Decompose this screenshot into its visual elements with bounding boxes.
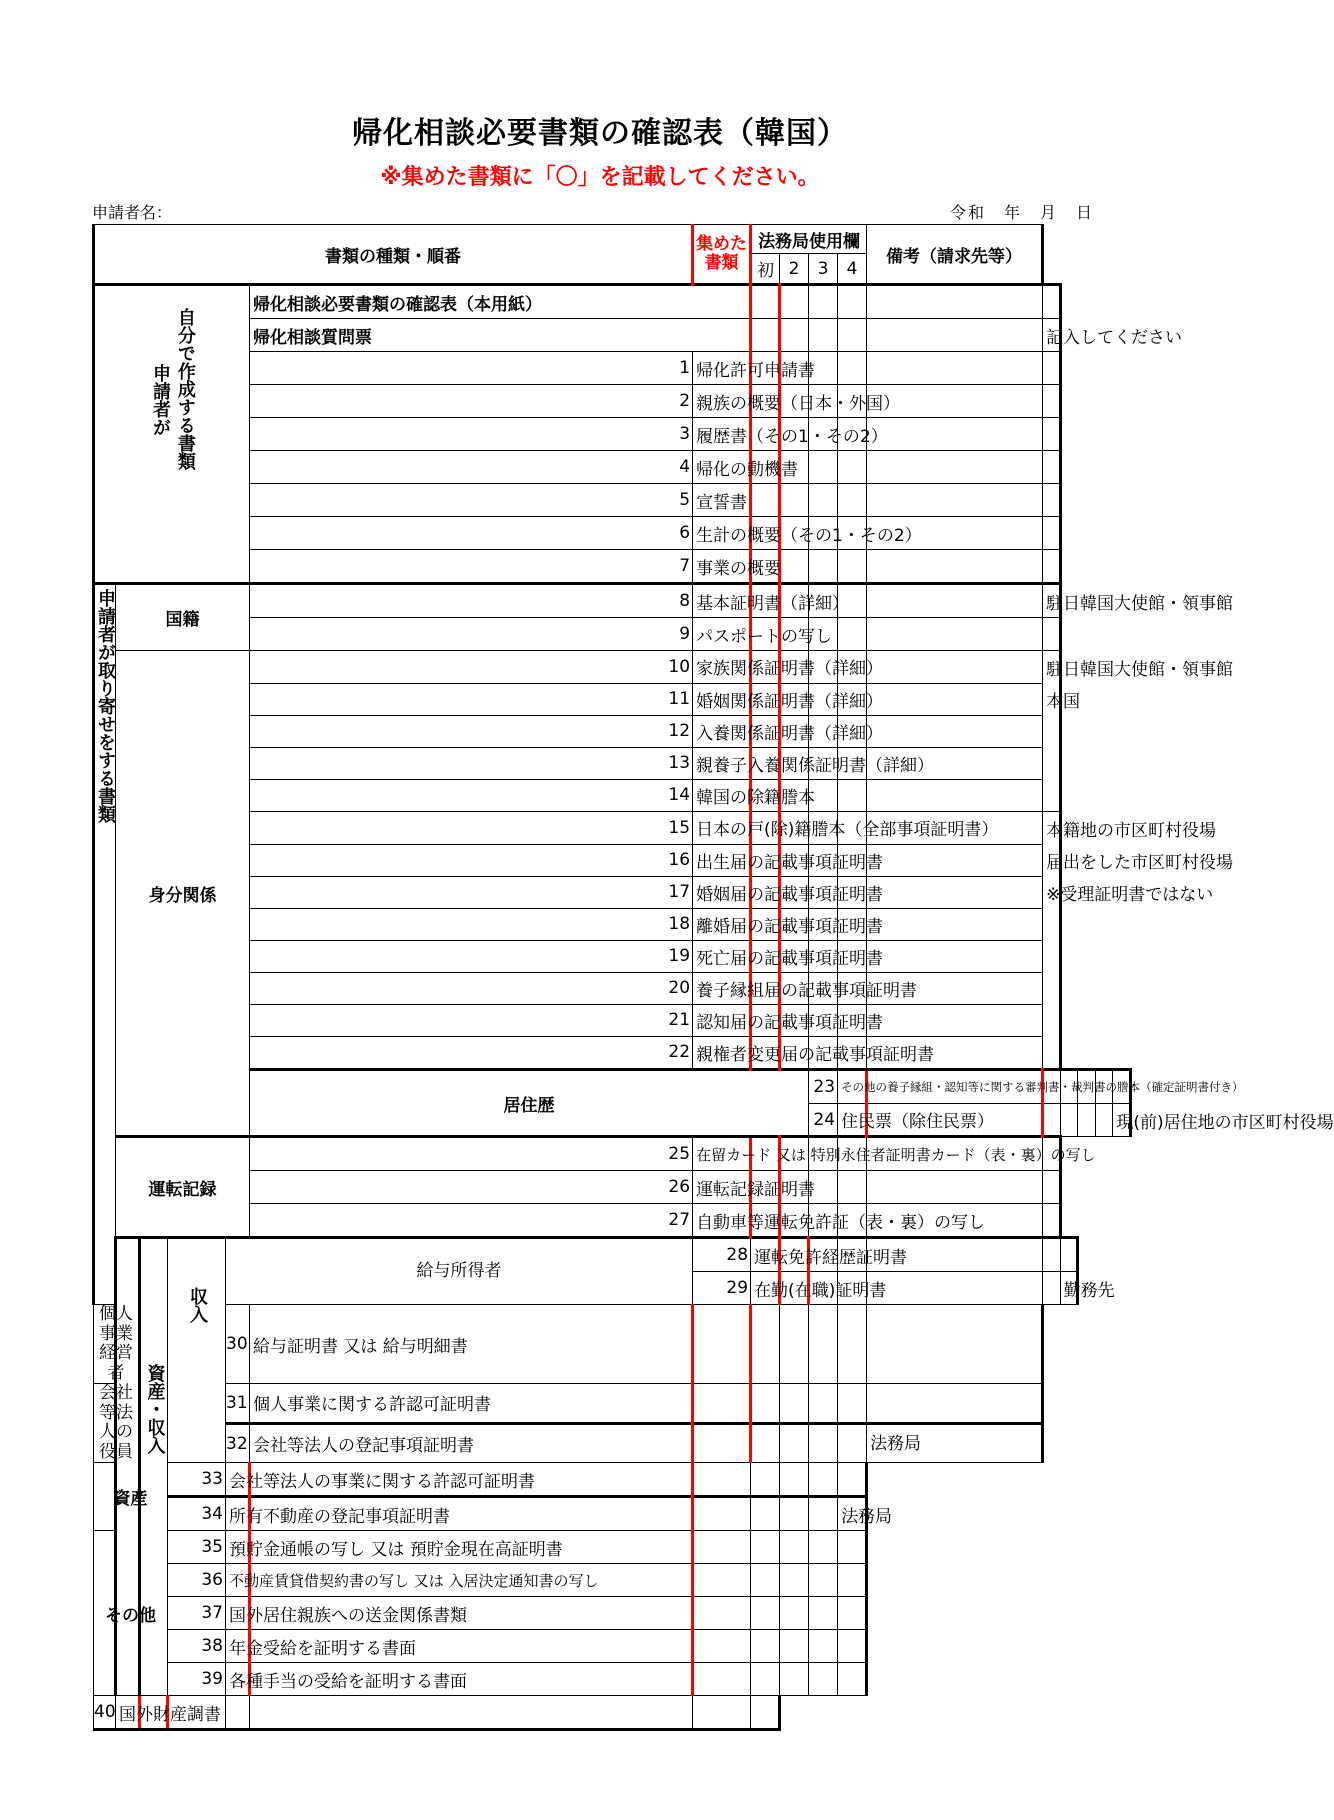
- table-row: [94, 1463, 1131, 1497]
- table-row: [94, 1696, 1131, 1730]
- applicant-name-label: 申請者名：: [92, 203, 173, 222]
- remarks-cell: 駐日韓国大使館・領事館: [1043, 651, 1061, 684]
- item-name: 親養子入養関係証明書（詳細）: [693, 747, 751, 779]
- section-applicant-obtain-text: 申請者が取り寄せをする書類: [94, 589, 116, 823]
- remarks-cell: [1043, 352, 1061, 385]
- subgroup-self-employed: 個人事業経営者: [94, 1305, 140, 1384]
- remarks-cell: [1043, 715, 1061, 747]
- office-check-cell[interactable]: [867, 844, 1043, 876]
- office-check-cell[interactable]: [226, 1696, 250, 1730]
- office-check-cell[interactable]: [838, 550, 867, 584]
- item-number: 36: [168, 1564, 226, 1597]
- office-check-cell[interactable]: [751, 1384, 780, 1424]
- office-check-cell[interactable]: [780, 319, 809, 352]
- remarks-cell: [1043, 618, 1061, 651]
- item-name: 親族の概要（日本・外国）: [693, 385, 751, 418]
- remarks-cell: [838, 1663, 867, 1696]
- office-check-cell[interactable]: [867, 1272, 1043, 1305]
- office-check-cell[interactable]: [1043, 1238, 1061, 1272]
- item-name: 個人事業に関する許認可証明書: [250, 1384, 693, 1424]
- office-check-cell[interactable]: [809, 285, 838, 319]
- item-number: 12: [250, 715, 693, 747]
- item-name: 会社等法人の登記事項証明書: [250, 1423, 693, 1463]
- item-number: 26: [250, 1171, 693, 1204]
- remarks-cell: [867, 1384, 1043, 1424]
- office-check-cell[interactable]: [838, 618, 867, 651]
- remarks-cell: [1043, 1036, 1061, 1070]
- table-row: [94, 1036, 1131, 1070]
- office-check-cell[interactable]: [780, 1531, 809, 1564]
- office-check-cell[interactable]: [809, 1497, 838, 1531]
- remarks-cell: [1043, 940, 1061, 972]
- table-row: [94, 1004, 1131, 1036]
- item-number: 25: [250, 1137, 693, 1171]
- collected-checkbox[interactable]: [751, 285, 780, 319]
- office-check-cell[interactable]: [867, 418, 1043, 451]
- item-name: 事業の概要: [693, 550, 751, 584]
- table-row: [94, 1663, 1131, 1696]
- office-check-cell[interactable]: [809, 1463, 838, 1497]
- office-check-cell[interactable]: [693, 1463, 751, 1497]
- table-row: [94, 876, 1131, 908]
- table-row: [94, 1564, 1131, 1597]
- office-check-cell[interactable]: [693, 1696, 751, 1730]
- section-self-sub-text: 申請者が: [150, 364, 171, 436]
- group-residence: 居住歴: [250, 1070, 809, 1137]
- office-check-cell[interactable]: [693, 1630, 751, 1663]
- table-row: [94, 517, 1131, 550]
- item-number: 7: [250, 550, 693, 584]
- office-check-cell[interactable]: [867, 352, 1043, 385]
- item-number: 3: [250, 418, 693, 451]
- table-row: [94, 1305, 1131, 1384]
- item-name: 基本証明書（詳細）: [693, 584, 751, 618]
- office-check-cell[interactable]: [809, 1564, 838, 1597]
- office-check-cell[interactable]: [809, 1423, 838, 1463]
- office-check-cell[interactable]: [838, 1171, 867, 1204]
- office-check-cell[interactable]: [780, 1384, 809, 1424]
- section-asset-income-text: 資産・収入: [144, 1364, 166, 1454]
- office-check-cell[interactable]: [693, 1597, 751, 1630]
- office-check-cell[interactable]: [809, 1630, 838, 1663]
- office-check-cell[interactable]: [780, 1497, 809, 1531]
- item-number: 27: [250, 1204, 693, 1238]
- group-income-text: 収入: [186, 1287, 208, 1323]
- item-number: 17: [250, 876, 693, 908]
- office-check-cell[interactable]: [809, 1663, 838, 1696]
- office-check-cell[interactable]: [780, 1597, 809, 1630]
- office-check-cell[interactable]: [867, 484, 1043, 517]
- table-row: [94, 651, 1131, 684]
- office-check-cell[interactable]: [693, 1564, 751, 1597]
- table-row: [94, 285, 1131, 319]
- item-number: 1: [250, 352, 693, 385]
- item-number: 29: [693, 1272, 751, 1305]
- group-income: [168, 1238, 226, 1463]
- item-name: 給与証明書 又は 給与明細書: [250, 1305, 693, 1384]
- item-number: 16: [250, 844, 693, 876]
- item-number: 19: [250, 940, 693, 972]
- item-name: 離婚届の記載事項証明書: [693, 908, 751, 940]
- item-number: 4: [250, 451, 693, 484]
- item-name: 婚姻届の記載事項証明書: [693, 876, 751, 908]
- section-self-created: [94, 285, 250, 584]
- table-row: [94, 1070, 1131, 1104]
- remarks-cell: [1043, 484, 1061, 517]
- item-number: 2: [250, 385, 693, 418]
- remarks-cell: 勤務先: [1060, 1272, 1078, 1305]
- item-name: 国外財産調書: [116, 1696, 140, 1730]
- office-check-cell[interactable]: [838, 484, 867, 517]
- group-assets: 資産: [94, 1463, 168, 1531]
- office-check-cell[interactable]: [751, 1663, 780, 1696]
- table-row: [94, 683, 1131, 715]
- item-name: 帰化相談質問票: [250, 319, 751, 352]
- item-name: 住民票（除住民票）: [838, 1104, 867, 1137]
- table-row: [94, 779, 1131, 812]
- remarks-cell: ※受理証明書ではない: [1043, 876, 1061, 908]
- group-driving: 運転記録: [116, 1137, 250, 1238]
- item-name: 帰化の動機書: [693, 451, 751, 484]
- item-number: 33: [168, 1463, 226, 1497]
- item-number: 34: [168, 1497, 226, 1531]
- table-row: [94, 451, 1131, 484]
- item-name: 履歴書（その1・その2）: [693, 418, 751, 451]
- item-name: 宣誓書: [693, 484, 751, 517]
- collected-checkbox[interactable]: [693, 1305, 751, 1384]
- remarks-cell: [1060, 1238, 1078, 1272]
- header-check-3: 3: [809, 254, 838, 285]
- header-collected: 集めた書類: [693, 225, 751, 285]
- item-name: 婚姻関係証明書（詳細）: [693, 683, 751, 715]
- header-check-4: 4: [838, 254, 867, 285]
- office-check-cell[interactable]: [751, 1463, 780, 1497]
- item-name: 各種手当の受給を証明する書面: [226, 1663, 250, 1696]
- remarks-cell: [838, 1564, 867, 1597]
- office-check-cell[interactable]: [809, 451, 838, 484]
- office-check-cell[interactable]: [809, 319, 838, 352]
- item-number: 18: [250, 908, 693, 940]
- item-number: 5: [250, 484, 693, 517]
- item-name: 自動車等運転免許証（表・裏）の写し: [693, 1204, 751, 1238]
- item-number: 6: [250, 517, 693, 550]
- table-row: [94, 1630, 1131, 1663]
- table-row: [94, 1497, 1131, 1531]
- office-check-cell[interactable]: [809, 550, 838, 584]
- remarks-cell: [1043, 1004, 1061, 1036]
- item-number: 9: [250, 618, 693, 651]
- collected-checkbox[interactable]: [693, 1423, 751, 1463]
- office-check-cell[interactable]: [693, 1497, 751, 1531]
- office-check-cell[interactable]: [751, 1564, 780, 1597]
- office-check-cell[interactable]: [809, 1305, 838, 1384]
- group-nationality: 国籍: [116, 584, 250, 651]
- item-name: 預貯金通帳の写し 又は 預貯金現在高証明書: [226, 1531, 250, 1564]
- office-check-cell[interactable]: [751, 1423, 780, 1463]
- office-check-cell[interactable]: [780, 484, 809, 517]
- office-check-cell[interactable]: [867, 1004, 1043, 1036]
- table-row: [94, 1531, 1131, 1564]
- checklist-table: [92, 224, 1334, 1731]
- office-check-cell[interactable]: [838, 779, 867, 812]
- office-check-cell[interactable]: [751, 1497, 780, 1531]
- remarks-cell: 届出をした市区町村役場: [1043, 844, 1061, 876]
- office-check-cell[interactable]: [867, 876, 1043, 908]
- table-row: [94, 940, 1131, 972]
- table-row: [94, 844, 1131, 876]
- table-row: [94, 385, 1131, 418]
- table-row: [94, 1597, 1131, 1630]
- office-check-cell[interactable]: [751, 1531, 780, 1564]
- office-check-cell[interactable]: [780, 1423, 809, 1463]
- subgroup-corp-officer: 会社等法人の役員: [94, 1384, 140, 1463]
- item-number: 32: [226, 1423, 250, 1463]
- remarks-cell: [838, 1463, 867, 1497]
- office-check-cell[interactable]: [780, 1663, 809, 1696]
- item-name: 養子縁組届の記載事項証明書: [693, 972, 751, 1004]
- remarks-cell: [1043, 285, 1061, 319]
- remarks-cell: [1043, 385, 1061, 418]
- office-check-cell[interactable]: [780, 285, 809, 319]
- office-check-cell[interactable]: [867, 683, 1043, 715]
- office-check-cell[interactable]: [780, 1564, 809, 1597]
- subgroup-salary-earner: 給与所得者: [226, 1238, 693, 1305]
- item-name: 親権者変更届の記載事項証明書: [693, 1036, 751, 1070]
- item-number: 15: [250, 812, 693, 845]
- item-number: 23: [809, 1070, 838, 1104]
- office-check-cell[interactable]: [809, 484, 838, 517]
- group-other: その他: [94, 1531, 168, 1696]
- office-check-cell[interactable]: [780, 1630, 809, 1663]
- table-row: [94, 1204, 1131, 1238]
- remarks-cell: [751, 1696, 780, 1730]
- remarks-cell: 本国: [1043, 683, 1061, 715]
- office-check-cell[interactable]: [250, 1696, 693, 1730]
- office-check-cell[interactable]: [867, 618, 1043, 651]
- header-check-1: 初: [751, 254, 780, 285]
- table-row: [94, 747, 1131, 779]
- item-name: 入養関係証明書（詳細）: [693, 715, 751, 747]
- office-check-cell[interactable]: [867, 451, 1043, 484]
- table-row: [94, 908, 1131, 940]
- remarks-cell: [1043, 550, 1061, 584]
- table-row: [94, 1171, 1131, 1204]
- office-check-cell[interactable]: [693, 1531, 751, 1564]
- item-name: 認知届の記載事項証明書: [693, 1004, 751, 1036]
- office-check-cell[interactable]: [838, 1384, 867, 1424]
- office-check-cell[interactable]: [867, 319, 1043, 352]
- table-row: [94, 812, 1131, 845]
- section-self-text: 自分で作成する書類: [174, 308, 196, 470]
- instruction-subtitle: ※集めた書類に「〇」を記載してください。: [380, 165, 820, 190]
- office-check-cell[interactable]: [867, 940, 1043, 972]
- item-name: 国外居住親族への送金関係書類: [226, 1597, 250, 1630]
- item-number: 37: [168, 1597, 226, 1630]
- item-name: 所有不動産の登記事項証明書: [226, 1497, 250, 1531]
- table-row: [94, 1384, 1131, 1424]
- item-number: 21: [250, 1004, 693, 1036]
- office-check-cell[interactable]: [751, 1597, 780, 1630]
- office-check-cell[interactable]: [1078, 1104, 1096, 1137]
- header-remarks: 備考（請求先等）: [867, 225, 1043, 285]
- remarks-cell: 本籍地の市区町村役場: [1043, 812, 1061, 845]
- collected-checkbox[interactable]: [751, 319, 780, 352]
- collected-checkbox[interactable]: [751, 484, 780, 517]
- office-check-cell[interactable]: [809, 1384, 838, 1424]
- table-row: [94, 418, 1131, 451]
- office-check-cell[interactable]: [867, 715, 1043, 747]
- item-name: 生計の概要（その1・その2）: [693, 517, 751, 550]
- header-doc-type: 書類の種類・順番: [94, 225, 693, 285]
- office-check-cell[interactable]: [838, 285, 867, 319]
- remarks-cell: [867, 1305, 1043, 1384]
- office-check-cell[interactable]: [809, 1531, 838, 1564]
- item-number: 11: [250, 683, 693, 715]
- office-check-cell[interactable]: [751, 1305, 780, 1384]
- date-label: 令和 年 月 日: [950, 203, 1095, 222]
- office-check-cell[interactable]: [1043, 1272, 1061, 1305]
- table-row: [94, 1423, 1131, 1463]
- office-check-cell[interactable]: [867, 651, 1043, 684]
- remarks-cell: [1043, 1204, 1061, 1238]
- item-number: 13: [250, 747, 693, 779]
- office-check-cell[interactable]: [780, 1463, 809, 1497]
- item-name: 運転免許経歴証明書: [751, 1238, 780, 1272]
- item-name: 運転記録証明書: [693, 1171, 751, 1204]
- item-number: 31: [226, 1384, 250, 1424]
- item-number: 35: [168, 1531, 226, 1564]
- item-name: 不動産賃貸借契約書の写し 又は 入居決定通知書の写し: [226, 1564, 250, 1597]
- remarks-cell: [1043, 451, 1061, 484]
- remarks-cell: 法務局: [838, 1497, 867, 1531]
- remarks-cell: [838, 1531, 867, 1564]
- office-check-cell[interactable]: [1060, 1104, 1078, 1137]
- office-check-cell[interactable]: [693, 1663, 751, 1696]
- remarks-cell: [1043, 517, 1061, 550]
- table-row: [94, 550, 1131, 584]
- item-number: 30: [226, 1305, 250, 1384]
- header-check-2: 2: [780, 254, 809, 285]
- remarks-cell: 現(前)居住地の市区町村役場: [1113, 1104, 1131, 1137]
- item-name: 家族関係証明書（詳細）: [693, 651, 751, 684]
- table-row: [94, 1238, 1131, 1272]
- remarks-cell: [1043, 972, 1061, 1004]
- item-number: 14: [250, 779, 693, 812]
- remarks-cell: [838, 1597, 867, 1630]
- remarks-cell: [1043, 779, 1061, 812]
- office-check-cell[interactable]: [867, 584, 1043, 618]
- item-number: 10: [250, 651, 693, 684]
- remarks-cell: [838, 1630, 867, 1663]
- table-row: [94, 715, 1131, 747]
- item-name: その他の養子縁組・認知等に関する審判書・裁判書の謄本（確定証明書付き）: [838, 1070, 867, 1104]
- remarks-cell: [1043, 1171, 1061, 1204]
- item-number: 40: [94, 1696, 116, 1730]
- item-number: 24: [809, 1104, 838, 1137]
- item-number: 39: [168, 1663, 226, 1696]
- item-name: 在勤(在職)証明書: [751, 1272, 780, 1305]
- item-name: 会社等法人の事業に関する許認可証明書: [226, 1463, 250, 1497]
- office-check-cell[interactable]: [780, 1305, 809, 1384]
- remarks-cell: [1043, 908, 1061, 940]
- office-check-cell[interactable]: [838, 1305, 867, 1384]
- item-number: 28: [693, 1238, 751, 1272]
- table-row: [94, 319, 1131, 352]
- item-number: 22: [250, 1036, 693, 1070]
- table-row: [94, 1137, 1131, 1171]
- office-check-cell[interactable]: [1095, 1104, 1113, 1137]
- item-number: 8: [250, 584, 693, 618]
- item-name: 死亡届の記載事項証明書: [693, 940, 751, 972]
- office-check-cell[interactable]: [838, 1423, 867, 1463]
- office-check-cell[interactable]: [867, 779, 1043, 812]
- table-row: [94, 618, 1131, 651]
- remarks-cell: 記入してください: [1043, 319, 1061, 352]
- table-row: [94, 972, 1131, 1004]
- item-number: 20: [250, 972, 693, 1004]
- office-check-cell[interactable]: [751, 1630, 780, 1663]
- item-name: 帰化許可申請書: [693, 352, 751, 385]
- remarks-cell: 法務局: [867, 1423, 1043, 1463]
- office-check-cell[interactable]: [780, 550, 809, 584]
- table-row: [94, 352, 1131, 385]
- group-status: 身分関係: [116, 651, 250, 1137]
- table-row: [94, 484, 1131, 517]
- office-check-cell[interactable]: [809, 1597, 838, 1630]
- item-name: 帰化相談必要書類の確認表（本用紙）: [250, 285, 751, 319]
- item-name: パスポートの写し: [693, 618, 751, 651]
- item-number: 38: [168, 1630, 226, 1663]
- item-name: 出生届の記載事項証明書: [693, 844, 751, 876]
- item-name: 年金受給を証明する書面: [226, 1630, 250, 1663]
- item-name: 在留カード 又は 特別永住者証明書カード（表・裏）の写し: [693, 1137, 751, 1171]
- office-check-cell[interactable]: [867, 285, 1043, 319]
- section-applicant-obtain: [94, 584, 116, 1305]
- remarks-cell: [1043, 418, 1061, 451]
- remarks-cell: 駐日韓国大使館・領事館: [1043, 584, 1061, 618]
- item-name: 日本の戸(除)籍謄本（全部事項証明書）: [693, 812, 751, 845]
- office-check-cell[interactable]: [1043, 1104, 1061, 1137]
- office-check-cell[interactable]: [838, 451, 867, 484]
- office-check-cell[interactable]: [838, 352, 867, 385]
- collected-checkbox[interactable]: [693, 1384, 751, 1424]
- item-name: 韓国の除籍謄本: [693, 779, 751, 812]
- office-check-cell[interactable]: [838, 319, 867, 352]
- office-check-cell[interactable]: [867, 1171, 1043, 1204]
- office-check-cell[interactable]: [867, 550, 1043, 584]
- header-office-use: 法務局使用欄: [751, 225, 867, 254]
- office-check-cell[interactable]: [867, 908, 1043, 940]
- page-title: 帰化相談必要書類の確認表（韓国）: [352, 116, 848, 151]
- table-row: [94, 584, 1131, 618]
- remarks-cell: [1043, 747, 1061, 779]
